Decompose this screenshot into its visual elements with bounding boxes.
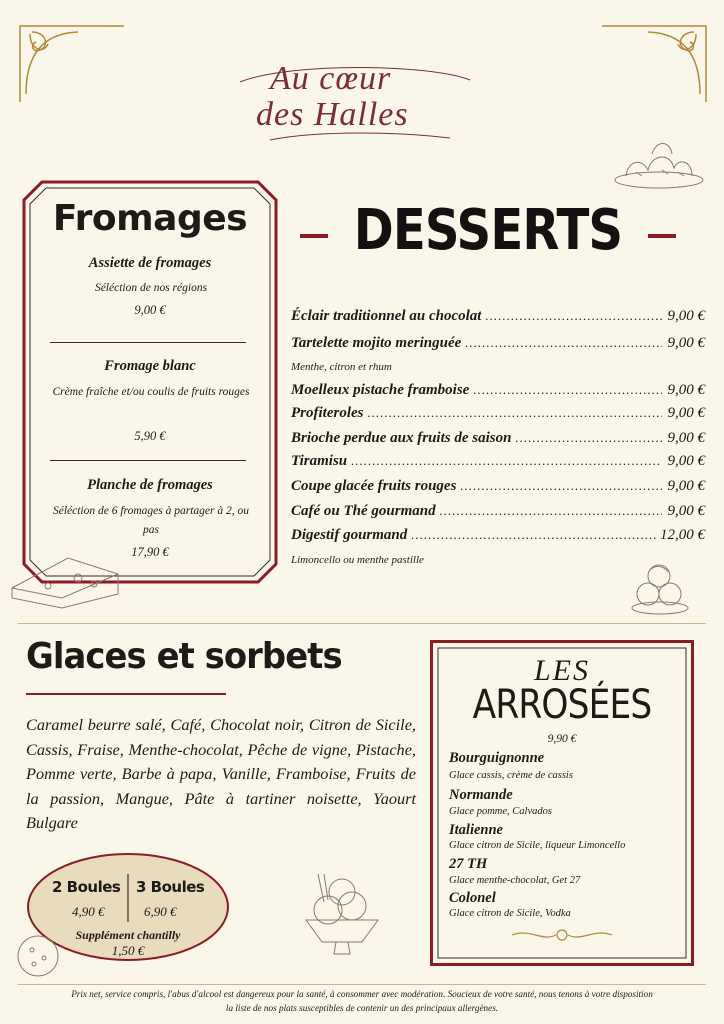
desserts-dash-right [648, 234, 676, 238]
footer-divider [18, 984, 706, 985]
fromage-item-desc: Séléction de 6 fromages à partager à 2, ou pas [52, 505, 249, 536]
glaces-flavours: Caramel beurre salé, Café, Chocolat noir, Citron de Sicile, Cassis, Fraise, Menthe-chocolat, Pêche de vigne, Pistache, Pomme verte, Barbe à papa, Vanille, Framboise, Fruits de la passion, Mangue, Pâte à tartiner noisette, Yaourt Bulgare [26, 715, 416, 832]
dessert-row [291, 382, 705, 402]
fromage-separator [50, 342, 246, 343]
dessert-leader-dots [465, 335, 661, 351]
dessert-note: Menthe, citron et rhum [291, 361, 392, 373]
ice-cream-cup-illustration [300, 872, 384, 962]
three-scoops-price: 6,90 € [144, 904, 177, 919]
section-divider [18, 623, 706, 624]
two-scoops-label: 2 Boules [52, 878, 121, 896]
fromages-title: Fromages [52, 198, 248, 239]
dessert-name: Tartelette mojito meringuée [291, 335, 462, 351]
arrosee-name: Normande [449, 787, 513, 803]
dessert-leader-dots [485, 308, 661, 324]
dessert-row [291, 308, 705, 328]
logo-line-2: des Halles [256, 96, 409, 133]
fromage-item-price: 9,00 € [134, 303, 166, 317]
footer-legal-line-1: Prix net, service compris, l'abus d'alcool est dangereux pour la santé, à consommer avec modération. Soucieux de votre santé, nous tenons à votre disposition [71, 989, 653, 999]
dessert-row [291, 405, 705, 425]
dessert-name: Digestif gourmand [291, 527, 408, 543]
three-scoops-label: 3 Boules [136, 878, 205, 896]
corner-ornament-top-left [18, 20, 128, 105]
dessert-leader-dots [440, 503, 662, 519]
cheese-illustration [8, 538, 128, 610]
fromage-item-price: 17,90 € [131, 545, 169, 559]
glaces-underline [26, 693, 226, 695]
dessert-leader-dots [351, 453, 661, 469]
profiterole-illustration [628, 558, 692, 616]
arrosee-desc: Glace citron de Sicile, Vodka [449, 908, 571, 919]
fromage-separator [50, 460, 246, 461]
dessert-name: Moelleux pistache framboise [291, 382, 470, 398]
dessert-price: 12,00 € [660, 527, 705, 543]
dessert-name: Profiteroles [291, 405, 364, 421]
logo-line-1: Au cœur [270, 60, 392, 97]
chantilly-label: Supplément chantilly [75, 928, 181, 942]
dessert-row [291, 503, 705, 523]
fromage-item-name: Fromage blanc [104, 358, 196, 374]
dessert-price: 9,00 € [667, 478, 705, 494]
dessert-price: 9,00 € [667, 335, 705, 351]
arrosee-name: Colonel [449, 890, 496, 906]
dessert-price: 9,00 € [667, 382, 705, 398]
arrosee-name: Bourguignonne [449, 750, 545, 766]
dessert-row [291, 453, 705, 473]
fromage-item-desc: Séléction de nos régions [94, 282, 208, 294]
dessert-price: 9,00 € [667, 308, 705, 324]
arrosee-name: Italienne [449, 822, 503, 838]
fromage-item-price: 5,90 € [134, 429, 166, 443]
dessert-row [291, 527, 705, 547]
dessert-note: Limoncello ou menthe pastille [291, 554, 424, 566]
chantilly-price: 1,50 € [111, 943, 145, 958]
dessert-leader-dots [460, 478, 661, 494]
biscuit-illustration [14, 928, 62, 984]
dessert-name: Brioche perdue aux fruits de saison [291, 430, 512, 446]
footer-legal-line-2: la liste de nos plats susceptibles de contenir un des principaux allergènes. [225, 1003, 499, 1013]
arrosee-desc: Glace cassis, crème de cassis [449, 770, 573, 781]
dessert-price: 9,00 € [667, 503, 705, 519]
dessert-name: Éclair traditionnel au chocolat [291, 308, 482, 324]
arrosee-desc: Glace pomme, Calvados [449, 806, 552, 817]
dessert-price: 9,00 € [667, 453, 705, 469]
fromage-item-name: Assiette de fromages [88, 255, 212, 271]
two-scoops-price: 4,90 € [72, 904, 105, 919]
fromage-item-name: Planche de fromages [87, 477, 213, 493]
arrosee-desc: Glace citron de Sicile, liqueur Limoncello [449, 840, 626, 851]
dessert-leader-dots [411, 527, 658, 543]
dessert-price: 9,00 € [667, 405, 705, 421]
desserts-title: DESSERTS [353, 198, 623, 263]
corner-ornament-top-right [598, 20, 708, 105]
arrosee-name: 27 TH [449, 856, 488, 872]
arrosees-ornament [510, 926, 614, 944]
dessert-name: Coupe glacée fruits rouges [291, 478, 457, 494]
dessert-row [291, 335, 705, 355]
dessert-leader-dots [515, 430, 661, 446]
arrosees-price: 9,90 € [547, 733, 577, 745]
dessert-leader-dots [368, 405, 662, 421]
dessert-name: Café ou Thé gourmand [291, 503, 436, 519]
dessert-row [291, 430, 705, 450]
arrosees-title: ARROSÉES [472, 682, 652, 728]
dessert-name: Tiramisu [291, 453, 348, 469]
arrosee-desc: Glace menthe-chocolat, Get 27 [449, 875, 581, 886]
dessert-row [291, 478, 705, 498]
dessert-price: 9,00 € [667, 430, 705, 446]
arrosees-les: LES [533, 654, 590, 687]
fromage-item-desc: Crème fraîche et/ou coulis de fruits rouges [52, 386, 250, 398]
dessert-leader-dots [473, 382, 661, 398]
desserts-dash-left [300, 234, 328, 238]
restaurant-logo [230, 52, 480, 147]
glaces-title: Glaces et sorbets [26, 636, 342, 677]
pastry-illustration [612, 132, 706, 192]
